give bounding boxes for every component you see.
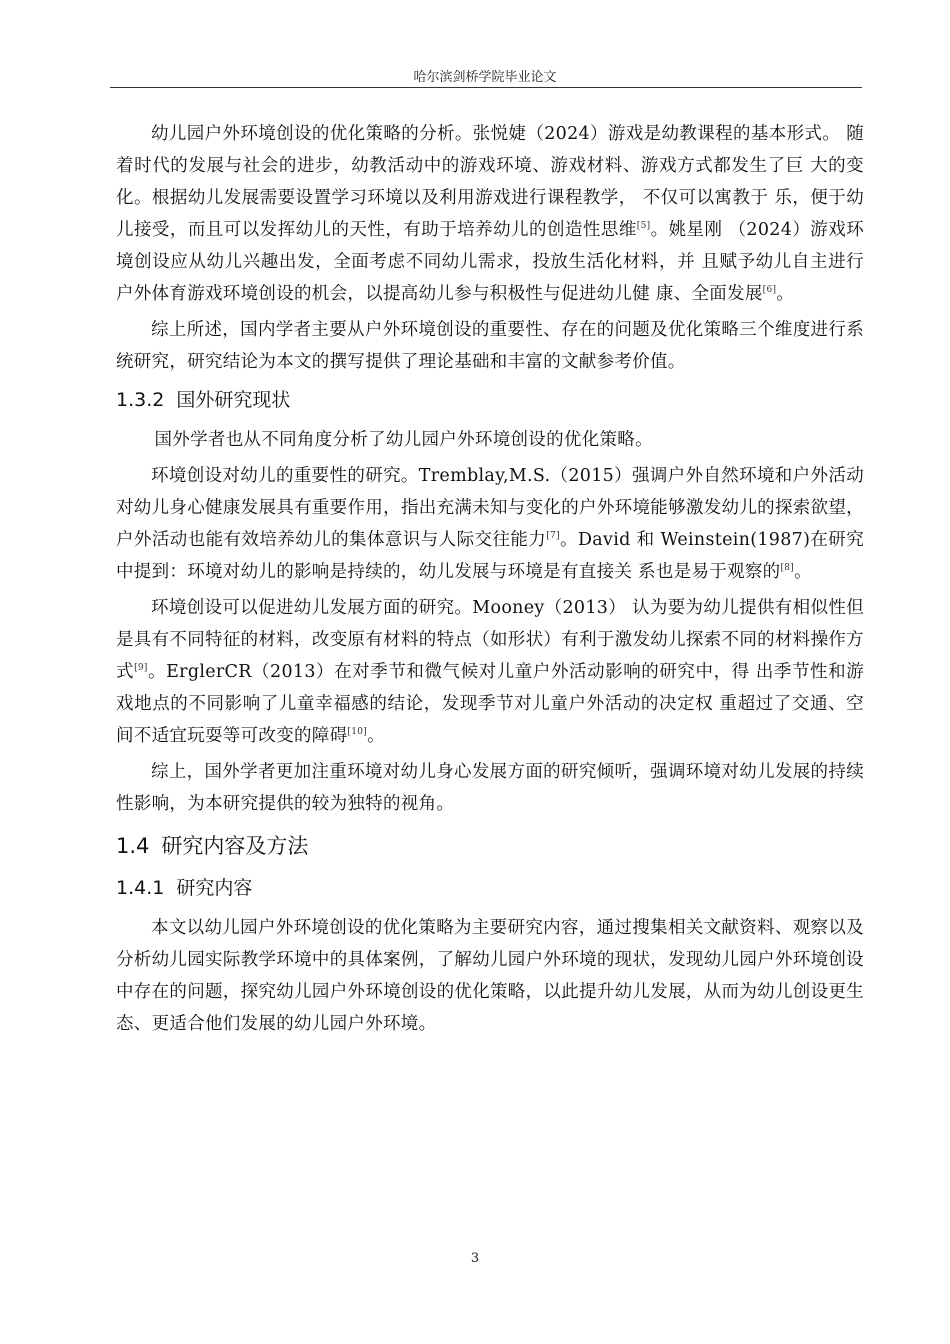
citation-7: [7] <box>546 531 560 541</box>
paragraph-text: 。David 和 Weinstein(1987)在研究中提到：环境对幼儿的影响是持续的，幼儿发展与环境是有直接关 系也是易于观察的 <box>116 530 864 582</box>
paragraph-foreign-intro: 国外学者也从不同角度分析了幼儿园户外环境创设的优化策略。 <box>154 430 653 450</box>
running-header: 哈尔滨剑桥学院毕业论文 <box>413 70 557 85</box>
paragraph-foreign-summary: 综上，国外学者更加注重环境对幼儿身心发展方面的研究倾听，强调环境对幼儿发展的持续性影响，为本研究提供的较为独特的视角。 <box>116 762 864 814</box>
heading-number: 1.4.1 <box>116 877 165 899</box>
paragraph-domestic-strategies <box>116 118 864 310</box>
heading-title: 研究内容 <box>176 877 253 899</box>
body-text <box>116 118 864 1044</box>
heading-number: 1.4 <box>116 834 150 858</box>
paragraph-text: 。姚星刚 （2024）游戏环境创设应从幼儿兴趣出发，全面考虑不同幼儿需求，投放生活化材料，并 且赋予幼儿自主进行户外体育游戏环境创设的机会，以提高幼儿参与积极性与促进幼儿健 康、全面发展 <box>116 220 864 304</box>
citation-6: [6] <box>762 285 777 295</box>
citation-9: [9] <box>134 663 148 673</box>
paragraph-text: 幼儿园户外环境创设的优化策略的分析。张悦婕（2024）游戏是幼教课程的基本形式。 随着时代的发展与社会的进步，幼教活动中的游戏环境、游戏材料、游戏方式都发生了巨 大的变化。根据幼儿发展需要设置学习环境以及利用游戏进行课程教学， 不仅可以寓教于 乐，便于幼儿接受，而且可以发挥幼儿的天性，有助于培养幼儿的创造性思维 <box>116 124 864 240</box>
heading-1-4-1 <box>116 870 864 906</box>
paragraph-foreign-importance <box>116 460 864 588</box>
paragraph-text: 。 <box>776 284 795 304</box>
paragraph-text: 。 <box>367 726 385 746</box>
heading-title: 研究内容及方法 <box>161 834 309 858</box>
paragraph-domestic-summary: 综上所述，国内学者主要从户外环境创设的重要性、存在的问题及优化策略三个维度进行系统研究，研究结论为本文的撰写提供了理论基础和丰富的文献参考价值。 <box>116 320 864 372</box>
paragraph-text: 。 <box>794 562 812 582</box>
page-number: 3 <box>470 1251 480 1266</box>
citation-10: [10] <box>347 727 368 737</box>
heading-number: 1.3.2 <box>116 389 165 411</box>
paragraph-text: 环境创设对幼儿的重要性的研究。Tremblay,M.S.（2015）强调户外自然环境和户外活动对幼儿身心健康发展具有重要作用，指出充满未知与变化的户外环境能够激发幼儿的探索欲望，户外活动也能有效培养幼儿的集体意识与人际交往能力 <box>116 466 864 550</box>
paragraph-research-content: 本文以幼儿园户外环境创设的优化策略为主要研究内容，通过搜集相关文献资料、观察以及分析幼儿园实际教学环境中的具体案例，了解幼儿园户外环境的现状，发现幼儿园户外环境创设中存在的问题，探究幼儿园户外环境创设的优化策略，以此提升幼儿发展，从而为幼儿创设更生态、更适合他们发展的幼儿园户外环境。 <box>116 918 864 1034</box>
citation-8: [8] <box>780 563 795 573</box>
citation-5: [5] <box>636 221 651 231</box>
header-divider <box>110 87 862 88</box>
paragraph-text: 环境创设可以促进幼儿发展方面的研究。Mooney（2013） 认为要为幼儿提供有相似性但是具有不同特征的材料，改变原有材料的特点（如形状）有利于激发幼儿探索不同的材料操作方式 <box>116 598 864 682</box>
heading-1-3-2 <box>116 382 864 418</box>
heading-1-4 <box>116 826 864 866</box>
paragraph-foreign-development <box>116 592 864 752</box>
paragraph-text: 。ErglerCR（2013）在对季节和微气候对儿童户外活动影响的研究中，得 出季节性和游戏地点的不同影响了儿童幸福感的结论，发现季节对儿童户外活动的决定权 重超过了交通、空间不适宜玩耍等可改变的障碍 <box>116 662 864 746</box>
heading-title: 国外研究现状 <box>176 389 291 411</box>
